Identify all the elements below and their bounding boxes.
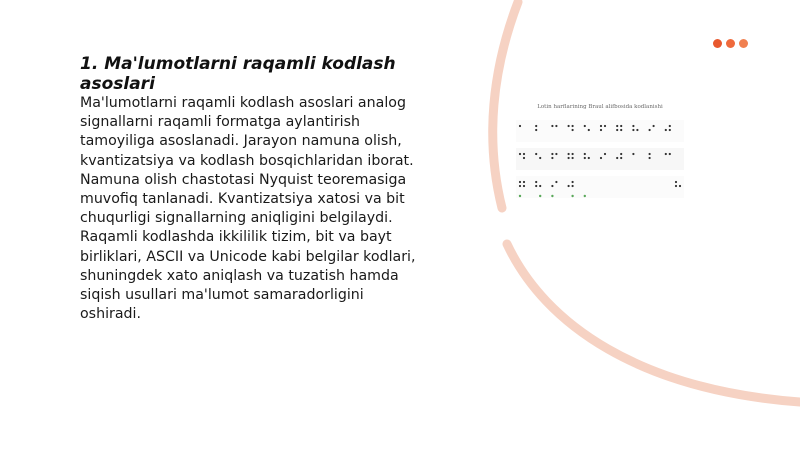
braille-dot xyxy=(620,157,622,159)
braille-dot xyxy=(555,181,557,183)
braille-grid xyxy=(510,98,690,216)
braille-dot xyxy=(535,129,537,131)
braille-dot xyxy=(584,195,586,197)
braille-dot xyxy=(551,125,553,127)
braille-alphabet-image xyxy=(510,98,690,216)
figure-caption: Lotin harflarining Braul alifbosida kodlanishi xyxy=(537,104,663,110)
grid-band xyxy=(516,148,684,170)
braille-dot xyxy=(649,129,651,131)
braille-dot xyxy=(669,153,671,155)
braille-dot xyxy=(523,157,525,159)
dot-icon xyxy=(739,39,748,48)
braille-dot xyxy=(572,181,574,183)
braille-dot xyxy=(551,153,553,155)
dot-icon xyxy=(726,39,735,48)
braille-dot xyxy=(604,125,606,127)
braille-dot xyxy=(519,195,521,197)
braille-dot xyxy=(604,153,606,155)
braille-dot xyxy=(519,153,521,155)
braille-dot xyxy=(572,129,574,131)
braille-dot xyxy=(535,153,537,155)
braille-dot xyxy=(584,125,586,127)
braille-dot xyxy=(568,153,570,155)
braille-dot xyxy=(679,185,681,187)
braille-dot xyxy=(665,129,667,131)
braille-dot xyxy=(555,153,557,155)
slide-body-text: Ma'lumotlarni raqamli kodlash asoslari analog signallarni raqamli formatga aylantirish tamoyiliga asoslanadi. Jarayon namuna olish, kvantizatsiya va kodlash bosqichlaridan iborat. Namuna olish chastotasi Nyquist teoremasiga muvofiq tanlanadi. Kvantizatsiya xatosi va bit chuqurligi signallarning aniqligini belgilaydi. Raqamli kodlashda ikkililik tizim, bit va bayt birliklari, ASCII va Unicode kabi belgilar kodlari, shuningdek xato aniqlash va tuzatish hamda siqish usullari ma'lumot samaradorligini oshiradi. xyxy=(80,95,416,323)
braille-dot xyxy=(616,125,618,127)
braille-dot xyxy=(523,185,525,187)
braille-dot xyxy=(568,185,570,187)
braille-dot xyxy=(539,157,541,159)
grid-band xyxy=(516,120,684,142)
braille-dot xyxy=(669,125,671,127)
grid-band xyxy=(516,176,684,198)
braille-dot xyxy=(600,157,602,159)
braille-dot xyxy=(535,185,537,187)
braille-dot xyxy=(539,185,541,187)
braille-dot xyxy=(632,153,634,155)
braille-dot xyxy=(539,195,541,197)
braille-dot xyxy=(669,129,671,131)
braille-dot xyxy=(551,195,553,197)
braille-dot xyxy=(588,129,590,131)
braille-dot xyxy=(616,157,618,159)
braille-dot xyxy=(535,181,537,183)
braille-dot xyxy=(572,153,574,155)
braille-dot xyxy=(519,181,521,183)
braille-dot xyxy=(616,129,618,131)
braille-dot xyxy=(568,157,570,159)
braille-dot xyxy=(523,181,525,183)
braille-dot xyxy=(649,157,651,159)
braille-dot xyxy=(571,195,573,197)
slide-title: 1. Ma'lumotlarni raqamli kodlash asoslari xyxy=(80,54,396,94)
dot-icon xyxy=(713,39,722,48)
braille-dot xyxy=(632,129,634,131)
braille-dot xyxy=(584,153,586,155)
braille-dot xyxy=(519,125,521,127)
braille-dot xyxy=(535,125,537,127)
braille-dot xyxy=(675,185,677,187)
braille-dot xyxy=(555,125,557,127)
braille-dot xyxy=(600,125,602,127)
braille-dot xyxy=(653,125,655,127)
braille-dot xyxy=(519,185,521,187)
braille-dot xyxy=(649,153,651,155)
braille-dot xyxy=(551,157,553,159)
braille-dot xyxy=(600,129,602,131)
braille-dot xyxy=(572,157,574,159)
braille-dot xyxy=(551,185,553,187)
braille-dot xyxy=(636,129,638,131)
braille-dot xyxy=(675,181,677,183)
braille-dot xyxy=(620,129,622,131)
braille-dot xyxy=(568,125,570,127)
braille-dot xyxy=(572,185,574,187)
braille-dot xyxy=(584,157,586,159)
braille-dot xyxy=(620,153,622,155)
braille-dot xyxy=(523,153,525,155)
braille-dot xyxy=(620,125,622,127)
braille-dot xyxy=(632,125,634,127)
menu-dots xyxy=(713,39,748,48)
braille-dot xyxy=(588,157,590,159)
braille-dot xyxy=(572,125,574,127)
braille-dot xyxy=(665,153,667,155)
